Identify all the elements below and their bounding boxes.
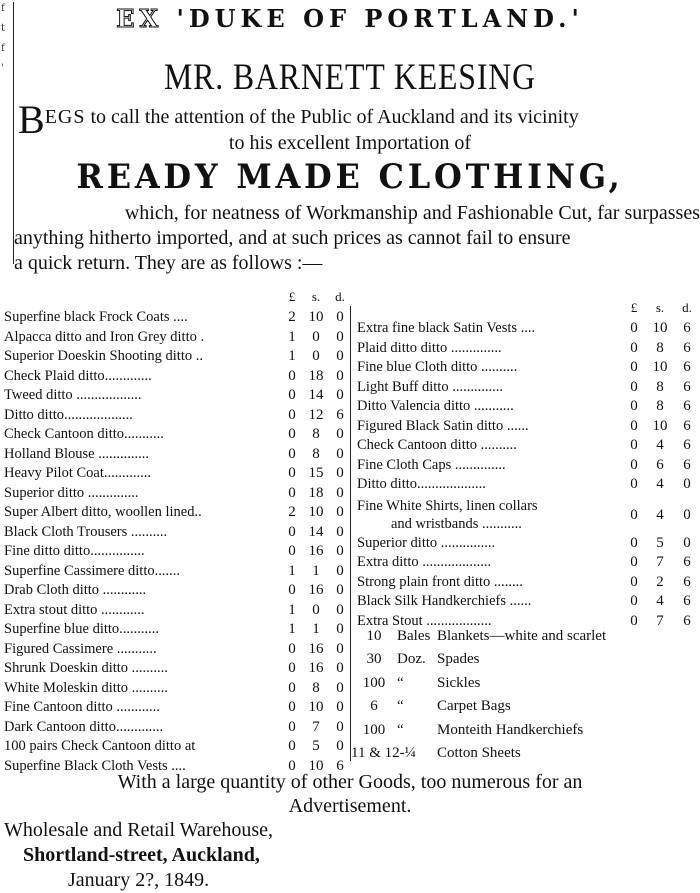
price-list-left [4,289,349,777]
price-row [4,621,349,641]
price-row [4,329,349,349]
drop-cap: B [18,97,45,142]
price-shillings: 8 [656,398,664,414]
price-pounds: 0 [630,534,638,551]
price-pence: 6 [336,757,344,774]
sundry-quantity: 100 [362,674,386,691]
closing-line: Advertisement. [288,795,412,817]
price-pounds: 0 [288,523,296,540]
price-pounds: 0 [630,437,638,453]
price-shillings: 8 [656,339,664,356]
price-row [357,320,700,340]
price-shillings: 16 [308,543,324,559]
price-pounds: 2 [288,504,296,520]
item-name: Figured Black Satin ditto ...... [357,417,529,434]
price-row [357,457,700,477]
price-pence: 0 [336,699,344,715]
sundry-quantity: 100 [362,721,386,738]
right-items [357,320,700,632]
intro-line-2: to his excellent Importation of [228,132,472,154]
left-items [4,309,349,777]
item-name: Alpacca ditto and Iron Grey ditto . [4,328,205,345]
price-shillings: 4 [656,476,664,492]
shillings-header: s. [655,300,665,315]
price-pounds: 0 [288,640,296,657]
price-pence: 0 [336,543,344,559]
currency-header [357,300,700,320]
item-name: Super Albert ditto, woollen lined.. [4,504,202,520]
item-name: Superfine blue ditto........... [4,621,160,637]
date-line: January 2?, 1849. [68,869,210,891]
ship-heading-lead: EX [116,4,164,33]
sundry-name: Cotton Sheets [437,744,521,761]
price-pounds: 0 [288,387,296,403]
price-row [357,379,700,399]
price-pence: 6 [683,573,691,590]
price-pounds: 0 [630,573,638,590]
sundry-name: Carpet Bags [437,698,511,715]
price-shillings: 5 [312,738,320,754]
margin-fragment: f [1,43,5,54]
price-pence: 0 [336,426,344,442]
price-shillings: 2 [656,573,664,590]
item-name-continuation: and wristbands ........... [391,516,522,532]
price-shillings: 14 [308,387,324,403]
price-row [357,574,700,594]
item-name: Extra fine black Satin Vests .... [357,320,536,336]
price-pounds: 0 [630,320,638,336]
sundry-item [351,675,696,698]
price-shillings: 4 [656,593,664,609]
price-pence: 0 [336,562,344,579]
price-row [357,437,700,457]
item-name: Check Cantoon ditto........... [4,426,164,442]
price-pence: 0 [336,387,344,403]
price-pence: 0 [336,523,344,540]
intro-line-1 [18,97,579,142]
item-name: Fine ditto ditto............... [4,543,145,559]
price-row [4,738,349,758]
item-name: Black Silk Handkerchiefs ...... [357,593,532,609]
price-shillings: 1 [312,621,320,637]
price-pounds: 1 [288,562,296,579]
address-block [4,818,273,893]
item-name: Fine Cloth Caps .............. [357,456,506,473]
price-pounds: 0 [288,738,296,754]
price-pounds: 0 [288,757,296,774]
item-name: Superior Doeskin Shooting ditto .. [4,348,203,364]
description-line: a quick return. They are as follows :— [14,252,323,274]
price-row [357,535,700,555]
sundry-name: Monteith Handkerchiefs [437,721,584,738]
price-row [4,699,349,719]
price-row [357,476,700,496]
price-pence: 0 [336,718,344,735]
price-row [4,719,349,739]
price-shillings: 10 [308,504,324,520]
item-name: Holland Blouse .............. [4,445,149,462]
price-shillings: 15 [308,465,324,481]
margin-fragment: t [1,23,6,34]
price-shillings: 1 [312,562,320,579]
price-pounds: 0 [288,660,296,676]
sundry-unit: Doz. [397,651,426,668]
price-pence: 0 [336,582,344,598]
sundry-unit: “ [397,698,404,715]
price-pence: 0 [683,476,691,492]
item-name: Superfine black Frock Coats .... [4,309,188,325]
margin-fragment: ' [1,63,4,74]
margin-fragment: f [1,3,5,14]
price-pence: 6 [683,398,691,414]
price-row [4,582,349,602]
price-shillings: 10 [308,309,324,325]
item-name: Superfine Black Cloth Vests .... [4,757,186,774]
price-pounds: 1 [288,328,296,345]
price-shillings: 10 [308,699,324,715]
pounds-header: £ [630,300,638,315]
price-pounds: 0 [630,593,638,609]
item-name: Extra stout ditto ............ [4,601,145,618]
price-pence: 6 [683,359,691,375]
item-name: Extra ditto ................... [357,554,492,570]
price-pence: 0 [336,738,344,754]
item-name: Tweed ditto .................. [4,387,142,403]
price-pounds: 0 [288,679,296,696]
price-shillings: 18 [308,484,324,501]
price-pence: 0 [336,601,344,618]
price-pounds: 1 [288,348,296,364]
intro-first-word: EGS [44,106,86,128]
price-pence: 6 [683,320,691,336]
sundry-item [351,628,696,651]
price-shillings: 5 [656,534,664,551]
price-row [357,340,700,360]
price-row [4,680,349,700]
currency-header [4,289,349,309]
price-row [4,543,349,563]
item-name-line: Fine White Shirts, linen collars [357,498,538,514]
price-pence: 0 [336,484,344,501]
price-shillings: 4 [656,437,664,453]
price-pence: 6 [683,417,691,434]
item-name: Check Cantoon ditto .......... [357,437,517,453]
sundry-quantity: 10 [366,628,382,644]
item-name: Superfine Cassimere ditto....... [4,562,180,579]
sundries-list [351,628,696,768]
price-row [4,426,349,446]
price-pounds: 0 [630,612,638,629]
street-line: Shortland-street, Auckland, [23,844,260,866]
sundry-unit: Bales [397,628,431,644]
price-shillings: 8 [312,426,320,442]
price-pounds: 0 [288,445,296,462]
price-pounds: 0 [288,426,296,442]
pence-header: d. [682,300,692,315]
item-name: Figured Cassimere ........... [4,640,157,657]
price-pence: 6 [683,437,691,453]
price-row [4,407,349,427]
price-pounds: 0 [630,506,638,523]
price-shillings: 7 [312,718,320,735]
price-row [4,602,349,622]
description-line: which, for neatness of Workmanship and Fashionable Cut, far surpasses [124,202,700,224]
price-pounds: 0 [288,465,296,481]
price-pence: 0 [683,534,691,551]
price-row [4,524,349,544]
item-name: 100 pairs Check Cantoon ditto at [4,738,196,754]
price-pence: 0 [336,367,344,384]
item-name: Black Cloth Trousers .......... [4,523,168,540]
closing-note [0,770,700,818]
price-pence: 0 [336,309,344,325]
shillings-header: s. [311,289,321,304]
warehouse-line: Wholesale and Retail Warehouse, [4,819,274,841]
price-shillings: 4 [656,506,664,523]
price-row [357,554,700,574]
price-shillings: 7 [656,554,664,570]
intro-line-1-text: to call the attention of the Public of Auckland and its vicinity [90,106,579,128]
item-name: Ditto ditto................... [357,476,486,492]
merchant-name: MR. BARNETT KEESING [164,57,536,98]
price-shillings: 10 [652,320,668,336]
item-name: Plaid ditto ditto .............. [357,339,502,356]
price-shillings: 10 [652,359,668,375]
sundry-name: Blankets—white and scarlet [437,628,607,644]
price-row [4,465,349,485]
price-pence: 0 [336,504,344,520]
item-name [357,497,622,533]
price-pence: 0 [336,660,344,676]
price-shillings: 0 [312,348,320,364]
price-shillings: 16 [308,660,324,676]
price-pence: 6 [683,378,691,395]
price-pence: 0 [336,679,344,696]
ship-heading-name: 'DUKE OF PORTLAND.' [176,4,584,33]
price-pence: 0 [336,328,344,345]
price-row [357,398,700,418]
price-pence: 0 [336,445,344,462]
pence-header: d. [335,289,345,304]
price-pounds: 0 [630,398,638,414]
sundry-quantity: 30 [366,651,382,668]
item-name: White Moleskin ditto .......... [4,679,168,696]
item-name: Strong plain front ditto ........ [357,573,523,590]
price-row [357,418,700,438]
sundry-unit: “ [397,721,404,738]
item-name: Heavy Pilot Coat............. [4,465,152,481]
price-pounds: 0 [288,582,296,598]
sundry-name: Spades [437,651,480,668]
price-row [4,309,349,329]
price-shillings: 14 [308,523,324,540]
price-shillings: 6 [656,456,664,473]
price-shillings: 0 [312,601,320,618]
price-row [4,660,349,680]
price-pounds: 0 [630,378,638,395]
price-shillings: 16 [308,582,324,598]
price-pounds: 0 [288,406,296,423]
item-name: Extra Stout .................. [357,612,492,629]
ship-heading [0,4,700,33]
item-name: Light Buff ditto .............. [357,378,503,395]
sundry-unit: “ [397,674,404,691]
price-row [4,368,349,388]
price-row [4,348,349,368]
price-pence: 6 [683,554,691,570]
price-pence: 0 [336,348,344,364]
item-name: Superior ditto .............. [4,484,139,501]
price-pounds: 0 [288,699,296,715]
item-name: Check Plaid ditto............. [4,367,152,384]
price-shillings: 8 [312,679,320,696]
sundry-quantity: 6 [370,698,378,715]
price-shillings: 8 [656,378,664,395]
item-name: Superior ditto ............... [357,534,496,551]
price-pounds: 0 [288,718,296,735]
price-row [4,387,349,407]
price-row [357,496,700,535]
price-pounds: 0 [288,543,296,559]
price-row [357,359,700,379]
price-pounds: 1 [288,601,296,618]
price-pence: 6 [336,406,344,423]
price-pounds: 2 [288,309,296,325]
price-pounds: 0 [630,456,638,473]
sundry-item [351,745,696,768]
price-pence: 6 [683,612,691,629]
description-paragraph [14,201,700,276]
price-shillings: 12 [308,406,324,423]
price-pence: 6 [683,593,691,609]
pounds-header: £ [288,289,296,304]
price-pounds: 0 [630,417,638,434]
price-shillings: 8 [312,445,320,462]
price-row [357,593,700,613]
price-shillings: 7 [656,612,664,629]
sundry-name: Sickles [437,674,481,691]
item-name: Shrunk Doeskin ditto .......... [4,660,168,676]
price-row [4,446,349,466]
price-shillings: 16 [308,640,324,657]
price-row [4,641,349,661]
item-name: Ditto Valencia ditto ........... [357,398,514,414]
item-name: Drab Cloth ditto ............ [4,582,147,598]
sundry-item [351,722,696,745]
price-pounds: 0 [630,476,638,492]
price-pounds: 0 [630,359,638,375]
price-list-right [357,300,700,632]
price-pence: 0 [336,465,344,481]
description-line: anything hitherto imported, and at such prices as cannot fail to ensure [14,227,571,249]
price-pounds: 0 [630,339,638,356]
closing-line: With a large quantity of other Goods, too numerous for an [117,771,583,793]
item-name: Fine Cantoon ditto ............ [4,699,160,715]
price-shillings: 0 [312,328,320,345]
item-name: Ditto ditto................... [4,406,133,423]
price-pence: 6 [683,456,691,473]
price-row [4,504,349,524]
price-row [4,485,349,505]
price-shillings: 10 [308,757,324,774]
price-pounds: 0 [288,484,296,501]
price-shillings: 10 [652,417,668,434]
price-pounds: 0 [288,367,296,384]
price-row [4,563,349,583]
price-pence: 0 [336,640,344,657]
sundry-item [351,698,696,721]
price-pence: 0 [683,506,691,523]
price-shillings: 18 [308,367,324,384]
item-name: Fine blue Cloth ditto .......... [357,359,518,375]
item-name: Dark Cantoon ditto............. [4,718,164,735]
sundry-item [351,651,696,674]
sundry-quantity: 11 & 12-¼ [351,744,416,761]
headline: READY MADE CLOTHING, [76,157,624,197]
price-pence: 6 [683,339,691,356]
price-pence: 0 [336,621,344,637]
price-pounds: 1 [288,621,296,637]
price-pounds: 0 [630,554,638,570]
